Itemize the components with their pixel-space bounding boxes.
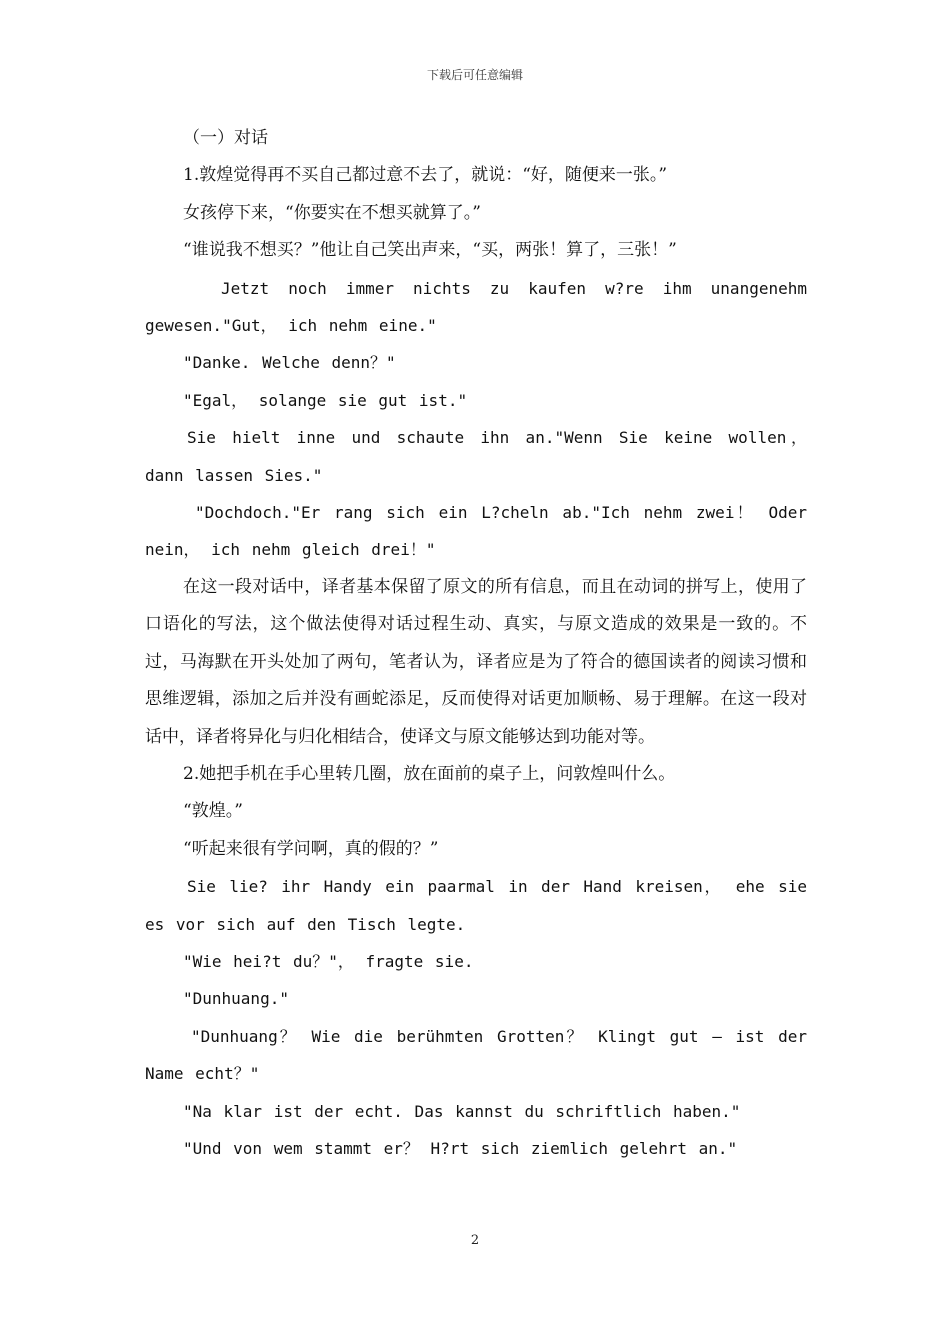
paragraph: Jetzt noch immer nichts zu kaufen w?re ihm unangenehm gewesen."Gut， ich nehm eine.": [145, 278, 807, 336]
paragraph: "Und von wem stammt er？ H?rt sich ziemlich gelehrt an.": [183, 1138, 738, 1158]
paragraph: "Egal， solange sie gut ist.": [183, 390, 468, 410]
section-heading: （一）对话: [183, 128, 268, 148]
paragraph: "Wie hei?t du？"， fragte sie.: [183, 951, 474, 971]
paragraph: 1.敦煌觉得再不买自己都过意不去了，就说：“好，随便来一张。”: [183, 165, 668, 186]
paragraph: "Dochdoch."Er rang sich ein L?cheln ab."Ich nehm zwei！ Oder nein， ich nehm gleich drei！": [145, 503, 807, 560]
paragraph: “谁说我不想买？”他让自己笑出声来，“买，两张！算了，三张！”: [183, 240, 677, 261]
paragraph: “听起来很有学问啊，真的假的？”: [183, 838, 439, 859]
paragraph: 2.她把手机在手心里转几圈，放在面前的桌子上，问敦煌叫什么。: [183, 763, 676, 784]
paragraph: Sie lie? ihr Handy ein paarmal in der Hand kreisen， ehe sie es vor sich auf den Tisch legte.: [145, 877, 808, 934]
paragraph: “敦煌。”: [183, 801, 243, 822]
paragraph: 女孩停下来，“你要实在不想买就算了。”: [183, 202, 481, 223]
paragraph: 在这一段对话中，译者基本保留了原文的所有信息，而且在动词的拼写上，使用了口语化的写法，这个做法使得对话过程生动、真实，与原文造成的效果是一致的。不过，马海默在开头处加了两句，笔者认为，译者应是为了符合的德国读者的阅读习惯和思维逻辑，添加之后并没有画蛇添足，反而使得对话更加顺畅、易于理解。在这一段对话中，译者将异化与归化相结合，使译文与原文能够达到功能对等。: [145, 576, 807, 747]
paragraph: Sie hielt inne und schaute ihn an."Wenn Sie keine wollen， dann lassen Sies.": [145, 428, 807, 485]
document-body: [145, 120, 807, 1167]
paragraph: "Dunhuang？ Wie die berühmten Grotten？ Klingt gut – ist der Name echt？": [145, 1026, 807, 1084]
paragraph: "Danke. Welche denn？": [183, 353, 396, 373]
paragraph: "Dunhuang.": [183, 989, 289, 1009]
page-number: 2: [470, 1233, 480, 1248]
page-header: 下载后可任意编辑: [426, 68, 523, 82]
paragraph: "Na klar ist der echt. Das kannst du schriftlich haben.": [183, 1101, 741, 1121]
